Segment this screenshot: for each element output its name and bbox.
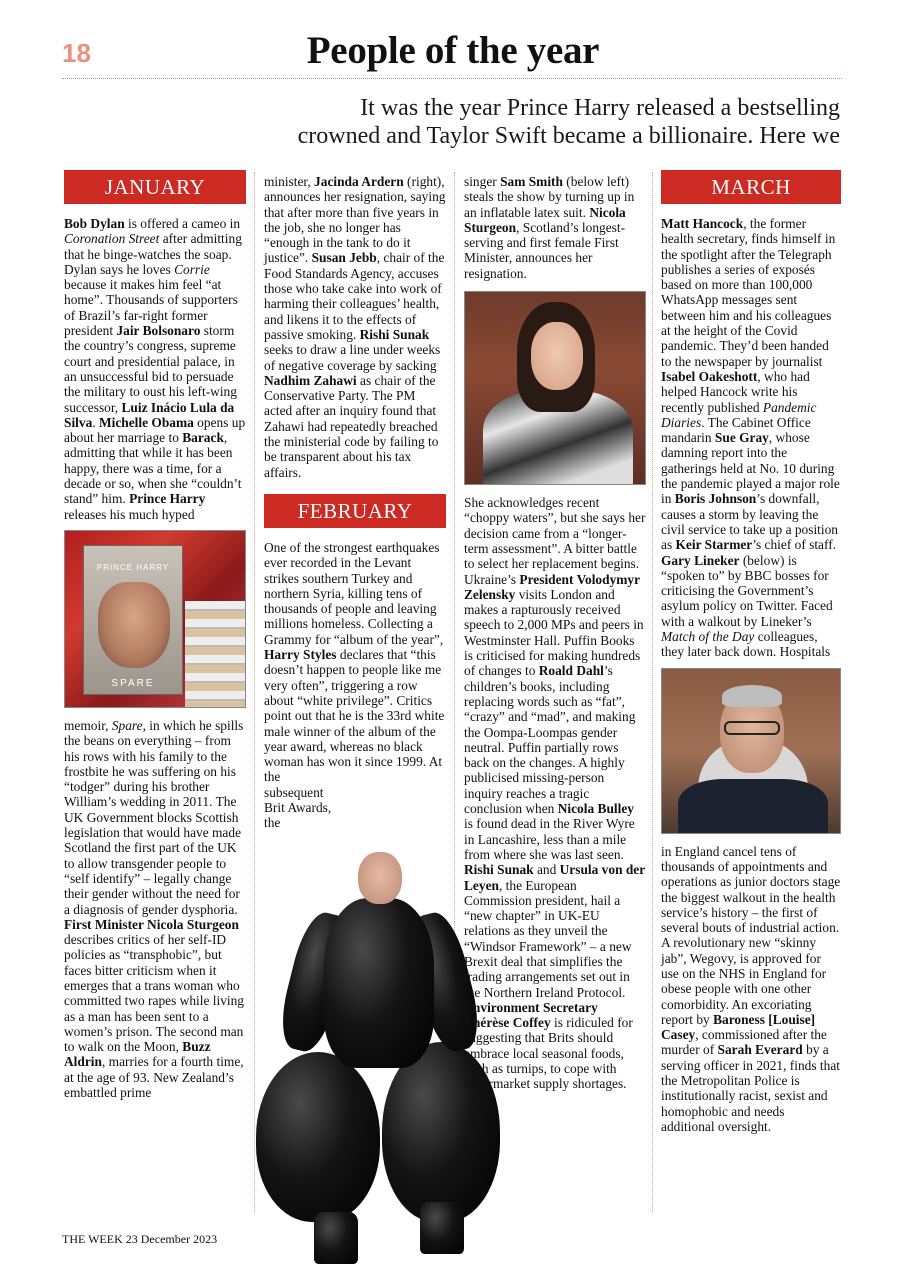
spare-book-photo: [64, 530, 246, 708]
article-text: in England cancel tens of thousands of appointments and operations as junior doctors stage the biggest walkout in the health service’s history – the first of several bouts of industrial action. A revolutionary new “skinny jab”, Wegovy, is approved for use on the NHS in England for obese people with one other comorbidity. An excoriating report by Baroness [Louise] Casey, commissioned after the murder of Sarah Everard by a serving officer in 2021, finds that the Metropolitan Police is institutionally racist, sexist and homophobic and needs additional oversight.: [661, 843, 841, 1134]
column-3: [464, 174, 646, 1092]
article-text: minister, Jacinda Ardern (right), announces her resignation, saying that after more than five years in the job, she no longer has “enough in the tank to do it justice”. Susan Jebb, chair of the Food Standards Agency, accuses those who take cake into work of harming their colleagues’ health, and likens it to the effects of passive smoking. Rishi Sunak seeks to draw a line under weeks of negative coverage by sacking Nadhim Zahawi as chair of the Conservative Party. The PM acted after an inquiry found that Zahawi had repeatedly breached the ministerial code by failing to be transparent about his tax affairs.: [264, 174, 446, 480]
article-text: She acknowledges recent “choppy waters”, but she says her decision came from a “longer-term assessment”. A bitter battle to select her replacement begins. Ukraine’s President Volodymyr Zelensky visits London and makes a rapturously received speech to 2,000 MPs and peers in Westminster Hall. Puffin Books is criticised for making hundreds of changes to Roald Dahl’s children’s books, including replacing words such as “fat”, “crazy” and “mad”, and making the Oompa-Loompas gender neutral. Puffin partially rows back on the changes. A highly publicised missing-person inquiry reaches a tragic conclusion when Nicola Bulley is found dead in the River Wyre in Lancashire, less than a mile from where she was last seen. Rishi Sunak and Ursula von der Leyen, the European Commission president, hail a “new chapter” in UK-EU relations as they unveil the “Windsor Framework” – a new Brexit deal that simplifies the trading arrangements set out in the Northern Ireland Protocol. Environment Secretary Thérèse Coffey is ridiculed for suggesting that Brits should embrace local seasonal foods, such as turnips, to cope with supermarket supply shortages.: [464, 495, 646, 1092]
book-stack: [185, 601, 245, 708]
column-2: [264, 174, 446, 831]
column-4: [661, 170, 841, 1134]
latex-torso: [324, 898, 434, 1068]
book-title-label: SPARE: [111, 677, 155, 689]
lineker-hair: [722, 685, 782, 707]
article-text: memoir, Spare, in which he spills the beans on everything – from his rows with his family to the frostbite he was suffering on his “todger” during his brother William’s wedding in 2011. The UK Government blocks Scottish legislation that would have made Scotland the first part of the UK to allow transgender people to “self identify” – legally change their gender without the need for a diagnosis of gender dysphoria. First Minister Nicola Sturgeon describes critics of her self-ID policies as “transphobic”, but faces bitter criticism when it emerges that a trans woman who committed two rapes while living as a man has been sent to a women’s prison. The second man to walk on the Moon, Buzz Aldrin, marries for a fourth time, at the age of 93. New Zealand’s embattled prime: [64, 717, 244, 1101]
prince-harry-portrait: [98, 582, 170, 668]
issue-date: 23 December 2023: [125, 1232, 218, 1246]
month-banner-january: JANUARY: [64, 170, 246, 204]
standfirst-line: It was the year Prince Harry released a bestselling: [360, 95, 840, 121]
column-1: [64, 170, 246, 1100]
article-text: singer Sam Smith (below left) steals the show by turning up in an inflatable latex suit. Nicola Sturgeon, Scotland’s longest-serving and first female First Minister, announces her resignation.: [464, 174, 635, 281]
platform-boot: [420, 1202, 464, 1254]
article-text: Matt Hancock, the former health secretary, finds himself in the spotlight after the Telegraph publishes a series of exposés based on more than 100,000 WhatsApp messages sent between him and his colleagues at the height of the Covid pandemic. They’d been handed to the newspaper by journalist Isabel Oakeshott, who had helped Hancock write his recently published Pandemic Diaries. The Cabinet Office mandarin Sue Gray, whose damning report into the gatherings held at No. 10 during the pandemic played a major role in Boris Johnson’s downfall, causes a storm by leaving the civil service to take up a position as Keir Starmer’s chief of staff. Gary Lineker (below) is “spoken to” by BBC bosses for criticising the Government’s asylum policy on Twitter. Faced with a walkout by Lineker’s Match of the Day colleagues, they later back down. Hospitals: [661, 216, 840, 660]
inflatable-leg: [256, 1052, 380, 1222]
column-divider: [652, 172, 653, 1212]
article-text: Bob Dylan is offered a cameo in Coronation Street after admitting that he binge-watches the soap. Dylan says he loves Corrie because it makes him feel “at home”. Thousands of supporters of Brazil’s far-right former president Jair Bolsonaro storm the country’s congress, supreme court and presidential palace, in an unsuccessful bid to persuade the military to oust his left-wing successor, Luiz Inácio Lula da Silva. Michelle Obama opens up about her marriage to Barack, admitting that while it has been happy, there was a time, for a decade or so, when she “couldn’t stand” him. Prince Harry releases his much hyped: [64, 216, 246, 522]
standfirst: [150, 94, 840, 150]
publication-name: THE WEEK: [62, 1232, 123, 1246]
sam-smith-head: [358, 852, 402, 904]
title-divider: [62, 78, 842, 79]
standfirst-line: crowned and Taylor Swift became a billionaire. Here we: [297, 123, 840, 149]
page-title: People of the year: [306, 29, 600, 72]
article-text: One of the strongest earthquakes ever recorded in the Levant strikes southern Turkey and northern Syria, killing tens of thousands of people and leaving millions homeless. Collecting a Grammy for “album of the year”, Harry Styles declares that “this doesn’t happen to people like me very often”, triggering a row about “white privilege”. Critics point out that he is the 33rd white male winner of the album of the year award, whereas no black woman has won it since 1999. At the subsequent Brit Awards, the: [264, 539, 445, 831]
spare-book-cover: [83, 545, 183, 695]
month-banner-march: MARCH: [661, 170, 841, 204]
month-banner-february: FEBRUARY: [264, 494, 446, 528]
page-number: 18: [62, 38, 91, 68]
lineker-coat: [678, 779, 828, 834]
book-author-label: PRINCE HARRY: [96, 562, 170, 572]
page-footer: [62, 1232, 217, 1247]
gary-lineker-photo: [661, 668, 841, 834]
lineker-glasses: [724, 721, 780, 735]
ardern-face: [531, 322, 583, 390]
platform-boot: [314, 1212, 358, 1264]
jacinda-ardern-photo: [464, 291, 646, 485]
